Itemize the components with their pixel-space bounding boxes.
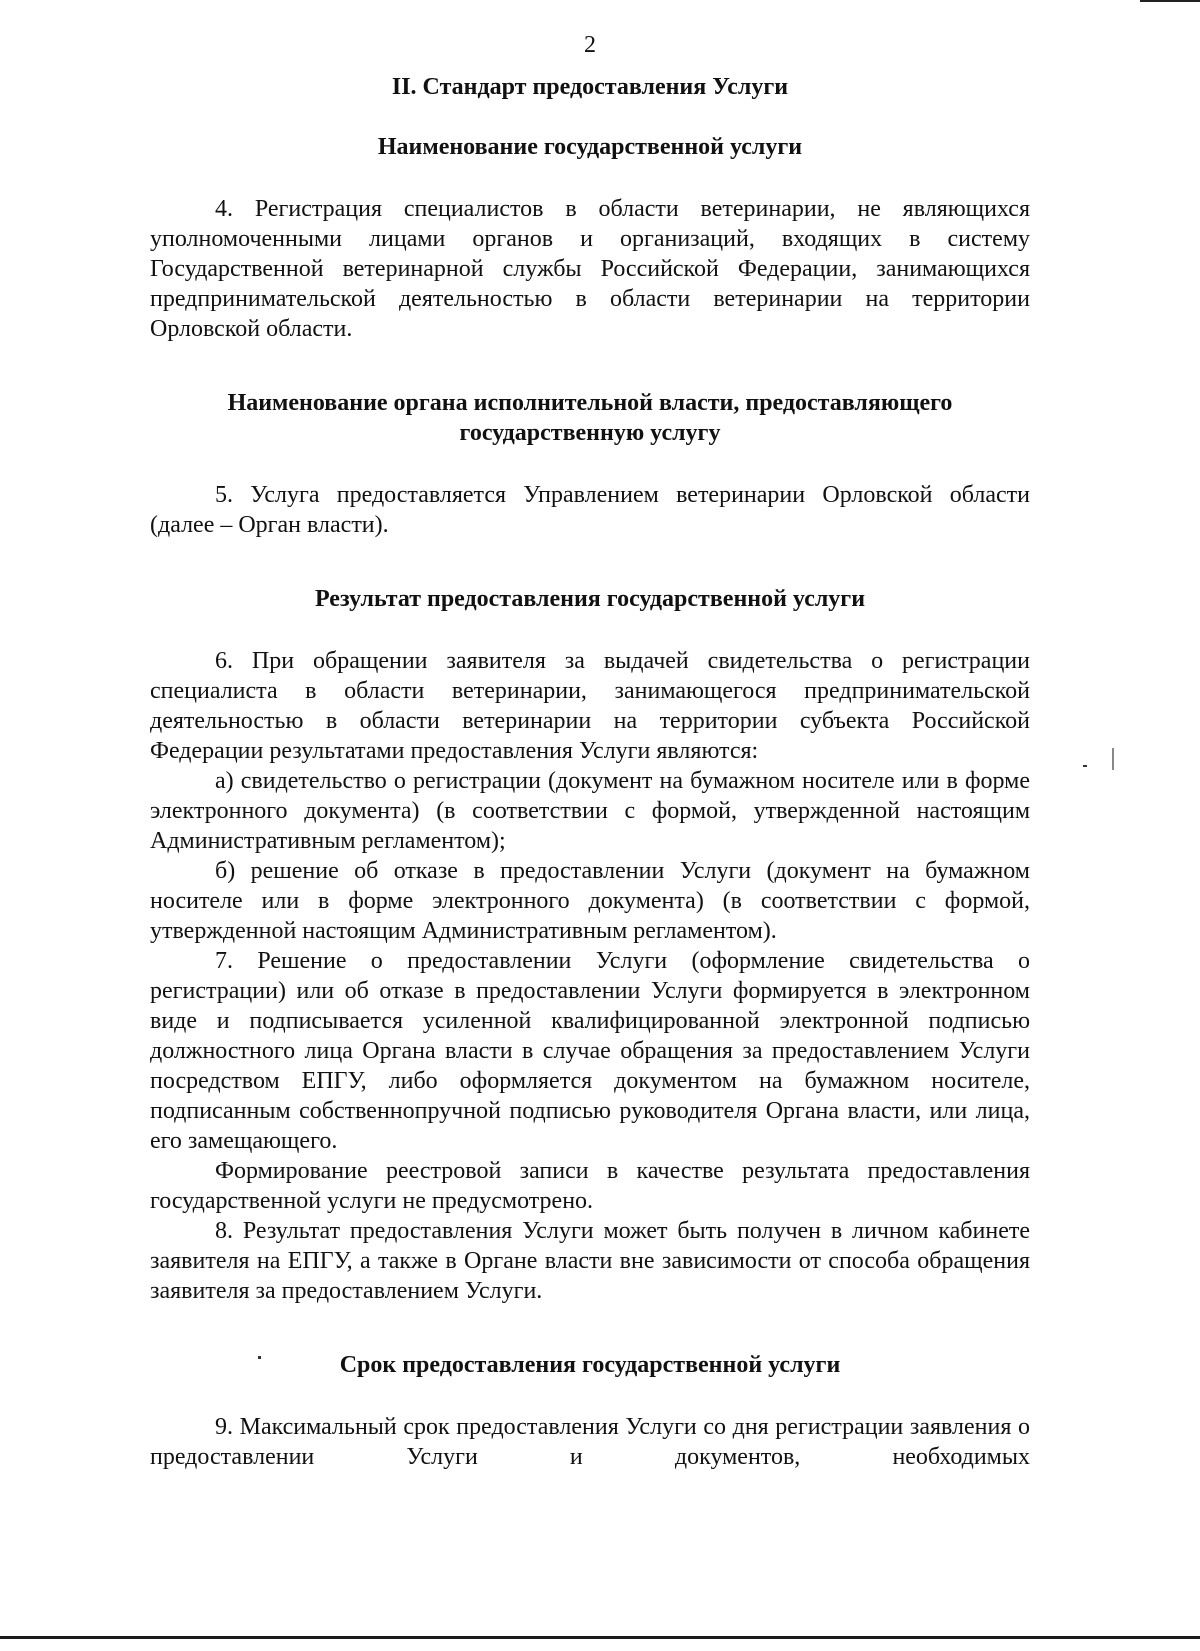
scan-bottom-edge bbox=[0, 1636, 1200, 1639]
heading-authority-name: Наименование органа исполнительной власти, предоставляющего государственную услугу bbox=[227, 390, 953, 446]
page-number: 2 bbox=[584, 32, 596, 58]
paragraph-7b: Формирование реестровой записи в качестве результата предоставления государственной услуги не предусмотрено. bbox=[150, 1158, 1030, 1214]
heading-service-name: Наименование государственной услуги bbox=[377, 134, 803, 160]
document-page bbox=[150, 30, 1030, 1472]
paragraph-6: 6. При обращении заявителя за выдачей свидетельства о регистрации специалиста в области ветеринарии, занимающегося предпринимательской деятельностью в области ветеринарии на территории субъекта Российской Федерации результатами предоставления Услуги являются: bbox=[150, 648, 1030, 764]
scan-speck bbox=[258, 1356, 261, 1359]
paragraph-6b: б) решение об отказе в предоставлении Услуги (документ на бумажном носителе или в форме электронного документа) (в соответствии с формой, утвержденной настоящим Административным регламентом). bbox=[150, 858, 1030, 944]
paragraph-9: 9. Максимальный срок предоставления Услуги со дня регистрации заявления о предоставлении Услуги и документов, необходимых bbox=[150, 1414, 1030, 1470]
paragraph-7: 7. Решение о предоставлении Услуги (оформление свидетельства о регистрации) или об отказе в предоставлении Услуги формируется в электронном виде и подписывается усиленной квалифицированной электронной подписью должностного лица Органа власти в случае обращения за предоставлением Услуги посредством ЕПГУ, либо оформляется документом на бумажном носителе, подписанным собственнопручной подписью руководителя Органа власти, или лица, его замещающего. bbox=[150, 948, 1030, 1154]
heading-result: Результат предоставления государственной услуги bbox=[314, 586, 866, 612]
paragraph-5: 5. Услуга предоставляется Управлением ветеринарии Орловской области (далее – Орган власти). bbox=[150, 482, 1030, 538]
paragraph-6a: а) свидетельство о регистрации (документ на бумажном носителе или в форме электронного документа) (в соответствии с формой, утвержденной настоящим Административным регламентом); bbox=[150, 768, 1030, 854]
paragraph-4: 4. Регистрация специалистов в области ветеринарии, не являющихся уполномоченными лицами органов и организаций, входящих в систему Государственной ветеринарной службы Российской Федерации, занимающихся предпринимательской деятельностью в области ветеринарии на территории Орловской области. bbox=[150, 196, 1030, 342]
scan-speck bbox=[1112, 748, 1114, 770]
scan-edge-mark bbox=[1140, 0, 1200, 2]
section-title: II. Стандарт предоставления Услуги bbox=[391, 74, 789, 100]
scan-speck bbox=[1083, 765, 1087, 767]
heading-term: Срок предоставления государственной услуги bbox=[339, 1352, 841, 1378]
paragraph-8: 8. Результат предоставления Услуги может быть получен в личном кабинете заявителя на ЕПГУ, а также в Органе власти вне зависимости от способа обращения заявителя за предоставлением Услуги. bbox=[150, 1218, 1030, 1304]
